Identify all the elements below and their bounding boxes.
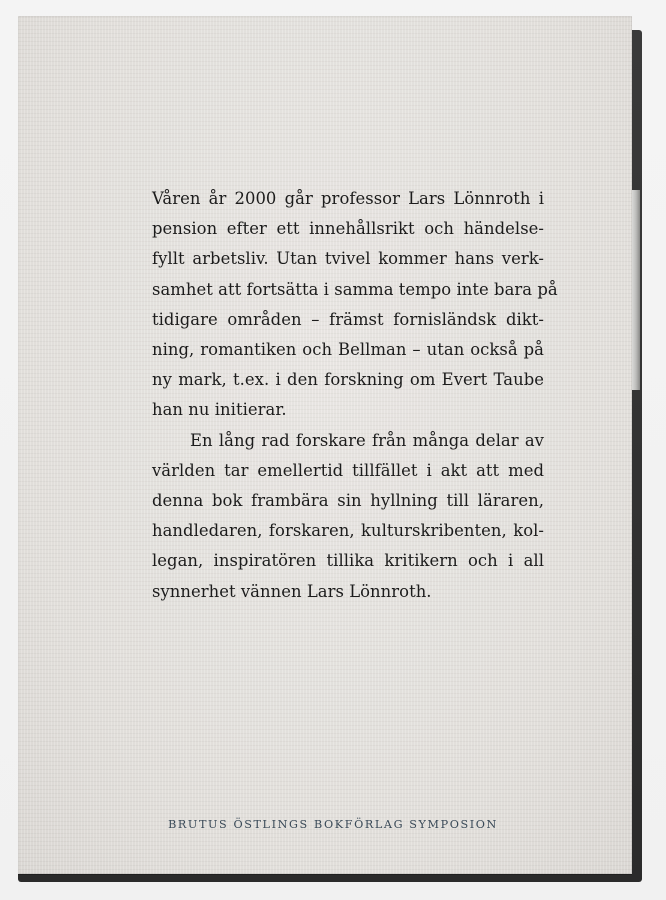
blurb-line: En lång rad forskare från många delar av — [190, 430, 544, 450]
blurb-line: ny mark, t.ex. i den forskning om Evert Taube — [152, 370, 544, 390]
blurb-line: synnerhet vännen Lars Lönnroth. — [152, 581, 432, 601]
blurb-line: fyllt arbetsliv. Utan tvivel kommer hans verk- — [152, 249, 544, 269]
back-cover-blurb — [152, 184, 558, 607]
blurb-line: ning, romantiken och Bellman – utan också på — [152, 340, 544, 360]
blurb-line: världen tar emellertid tillfället i akt att med — [152, 460, 544, 480]
blurb-line: samhet att fortsätta i samma tempo inte bara på — [152, 279, 558, 299]
blurb-line: pension efter ett innehållsrikt och händelse- — [152, 219, 544, 239]
publisher-name: BRUTUS ÖSTLINGS BOKFÖRLAG SYMPOSION — [168, 818, 498, 831]
blurb-line: denna bok frambära sin hyllning till läraren, — [152, 491, 544, 511]
blurb-line: tidigare områden – främst fornisländsk dikt- — [152, 309, 544, 329]
blurb-line: han nu initierar. — [152, 400, 287, 420]
blurb-line: legan, inspiratören tillika kritikern och i all — [152, 551, 544, 571]
blurb-line: Våren år 2000 går professor Lars Lönnroth i — [152, 189, 544, 208]
blurb-line: handledaren, forskaren, kulturskribenten, kol- — [152, 521, 544, 541]
